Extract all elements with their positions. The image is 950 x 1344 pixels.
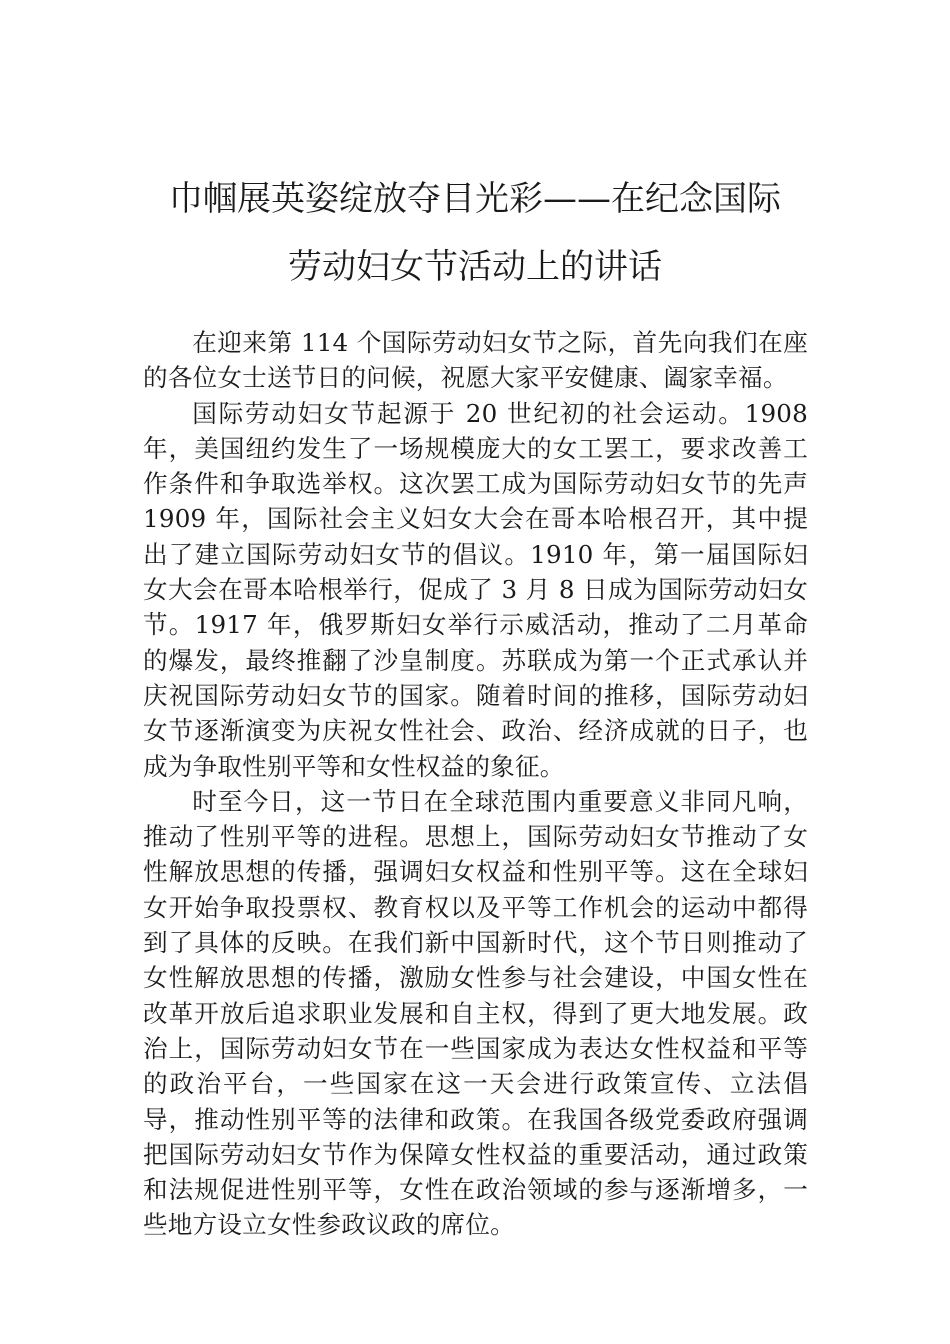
document-title bbox=[130, 165, 820, 301]
title-line-1: 巾帼展英姿绽放夺目光彩——在纪念国际 bbox=[169, 179, 781, 219]
title-line-2: 劳动妇女节活动上的讲话 bbox=[288, 247, 662, 287]
paragraph-history: 国际劳动妇女节起源于 20 世纪初的社会运动。1908 年，美国纽约发生了一场规模庞大的女工罢工，要求改善工作条件和争取选举权。这次罢工成为国际劳动妇女节的先声 1909 年，国际社会主义妇女大会在哥本哈根召开，其中提出了建立国际劳动妇女节的倡议。1910 年，第一届国际妇女大会在哥本哈根举行，促成了 3 月 8 日成为国际劳动妇女节。1917 年，俄罗斯妇女举行示威活动，推动了二月革命的爆发，最终推翻了沙皇制度。苏联成为第一个正式承认并庆祝国际劳动妇女节的国家。随着时间的推移，国际劳动妇女节逐渐演变为庆祝女性社会、政治、经济成就的日子，也成为争取性别平等和女性权益的象征。 bbox=[143, 398, 808, 781]
paragraph-greeting: 在迎来第 114 个国际劳动妇女节之际，首先向我们在座的各位女士送节日的问候，祝愿大家平安健康、阖家幸福。 bbox=[143, 328, 808, 393]
paragraph-significance: 时至今日，这一节日在全球范围内重要意义非同凡响，推动了性别平等的进程。思想上，国际劳动妇女节推动了女性解放思想的传播，强调妇女权益和性别平等。这在全球妇女开始争取投票权、教育权以及平等工作机会的运动中都得到了具体的反映。在我们新中国新时代，这个节日则推动了女性解放思想的传播，激励女性参与社会建设，中国女性在改革开放后追求职业发展和自主权，得到了更大地发展。政治上，国际劳动妇女节在一些国家成为表达女性权益和平等的政治平台，一些国家在这一天会进行政策宣传、立法倡导，推动性别平等的法律和政策。在我国各级党委政府强调把国际劳动妇女节作为保障女性权益的重要活动，通过政策和法规促进性别平等，女性在政治领域的参与逐渐增多，一些地方设立女性参政议政的席位。 bbox=[143, 786, 808, 1240]
document-body bbox=[143, 325, 808, 1243]
